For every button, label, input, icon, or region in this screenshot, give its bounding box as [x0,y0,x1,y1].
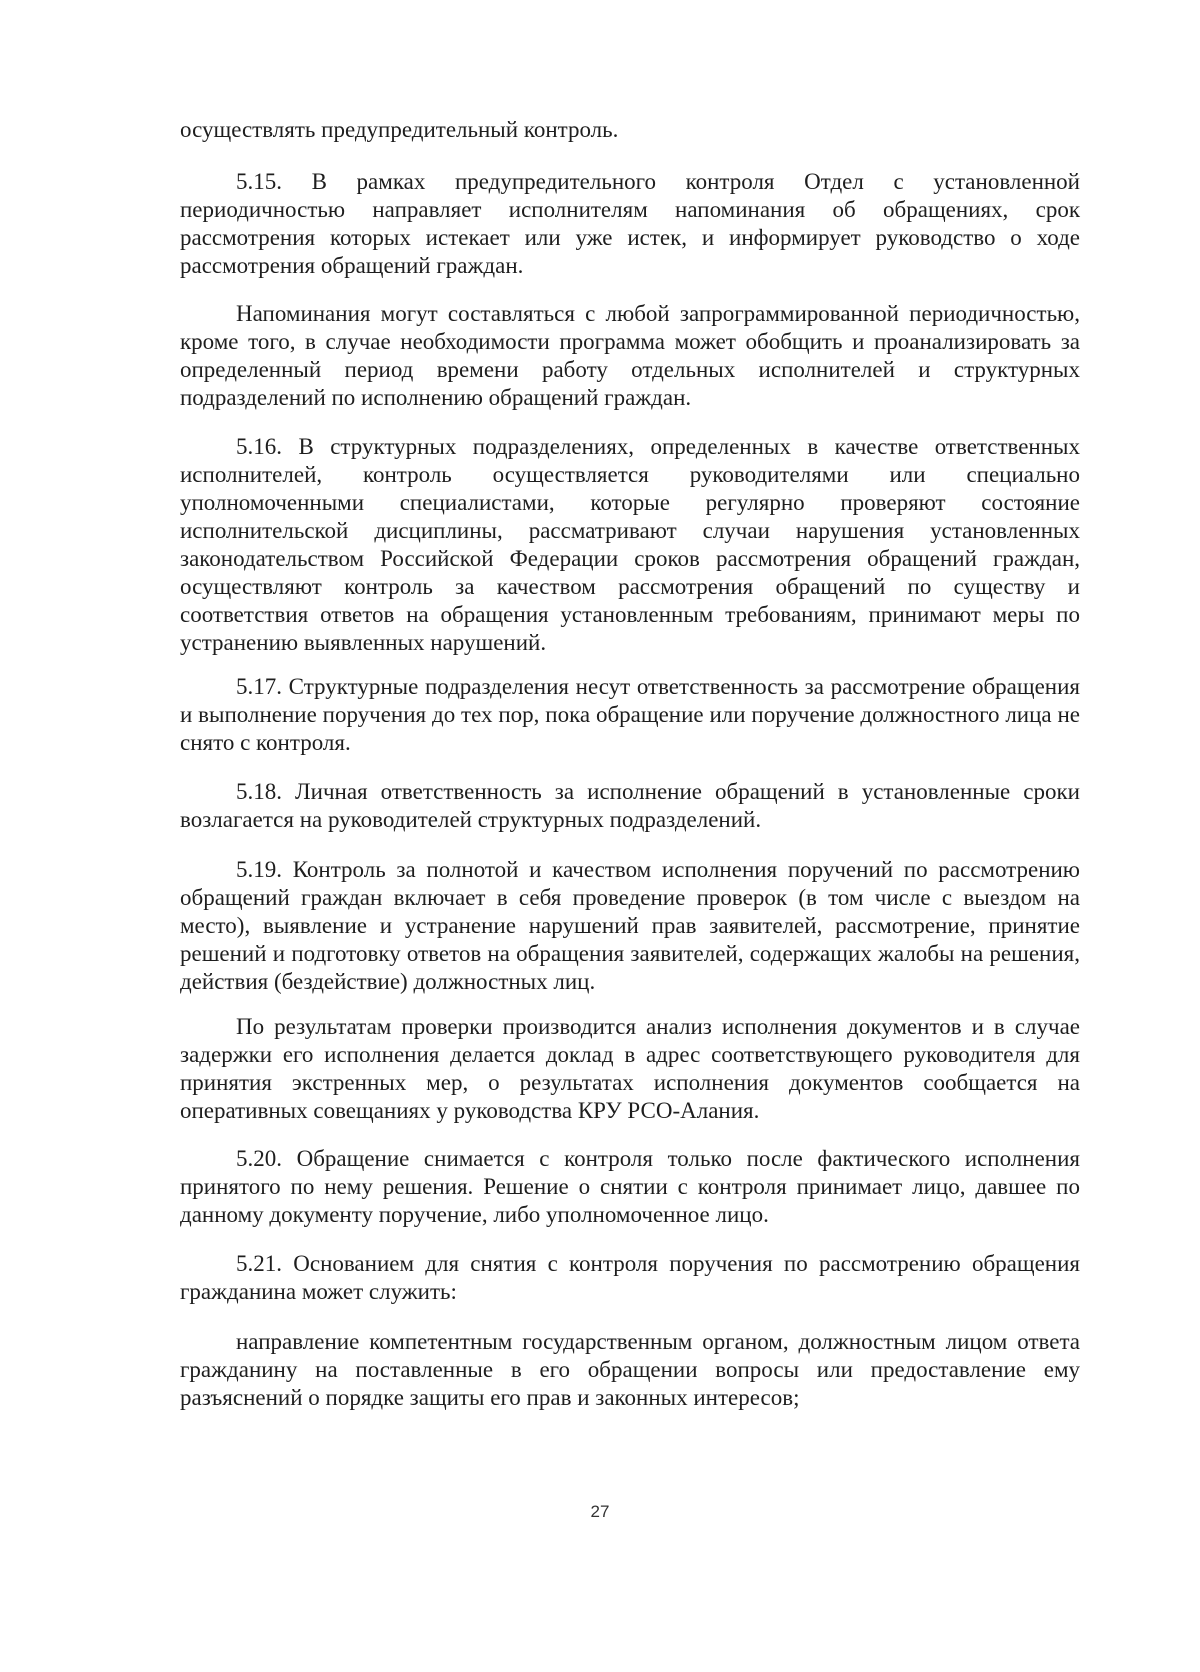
paragraph-5-15: 5.15. В рамках предупредительного контроля Отдел с установленной периодичностью направляет исполнителям напоминания об обращениях, срок рассмотрения которых истекает или уже истек, и информирует руководство о ходе рассмотрения обращений граждан. [180,169,1080,278]
paragraph-continuation: осуществлять предупредительный контроль. [180,117,619,142]
paragraph-reminders: Напоминания могут составляться с любой запрограммированной периодичностью, кроме того, в случае необходимости программа может обобщить и проанализировать за определенный период времени работу отдельных исполнителей и структурных подразделений по исполнению обращений граждан. [180,301,1080,410]
paragraph-5-17: 5.17. Структурные подразделения несут ответственность за рассмотрение обращения и выполнение поручения до тех пор, пока обращение или поручение должностного лица не снято с контроля. [180,674,1080,755]
paragraph-list-item: направление компетентным государственным органом, должностным лицом ответа гражданину на поставленные в его обращении вопросы или предоставление ему разъяснений о порядке защиты его прав и законных интересов; [180,1329,1080,1410]
paragraph-5-18: 5.18. Личная ответственность за исполнение обращений в установленные сроки возлагается на руководителей структурных подразделений. [180,779,1080,832]
paragraph-5-19: 5.19. Контроль за полнотой и качеством исполнения поручений по рассмотрению обращений граждан включает в себя проведение проверок (в том числе с выездом на место), выявление и устранение нарушений прав заявителей, рассмотрение, принятие решений и подготовку ответов на обращения заявителей, содержащих жалобы на решения, действия (бездействие) должностных лиц. [180,857,1080,994]
paragraph-inspection-results: По результатам проверки производится анализ исполнения документов и в случае задержки его исполнения делается доклад в адрес соответствующего руководителя для принятия экстренных мер, о результатах исполнения документов сообщается на оперативных совещаниях у руководства КРУ РСО-Алания. [180,1014,1080,1123]
paragraph-5-16: 5.16. В структурных подразделениях, определенных в качестве ответственных исполнителей, контроль осуществляется руководителями или специально уполномоченными специалистами, которые регулярно проверяют состояние исполнительской дисциплины, рассматривают случаи нарушения установленных законодательством Российской Федерации сроков рассмотрения обращений граждан, осуществляют контроль за качеством рассмотрения обращений по существу и соответствия ответов на обращения установленным требованиям, принимают меры по устранению выявленных нарушений. [180,434,1080,655]
paragraph-5-20: 5.20. Обращение снимается с контроля только после фактического исполнения принятого по нему решения. Решение о снятии с контроля принимает лицо, давшее по данному документу поручение, либо уполномоченное лицо. [180,1146,1080,1227]
paragraph-5-21: 5.21. Основанием для снятия с контроля поручения по рассмотрению обращения гражданина может служить: [180,1251,1080,1304]
page-number: 27 [590,1502,610,1521]
